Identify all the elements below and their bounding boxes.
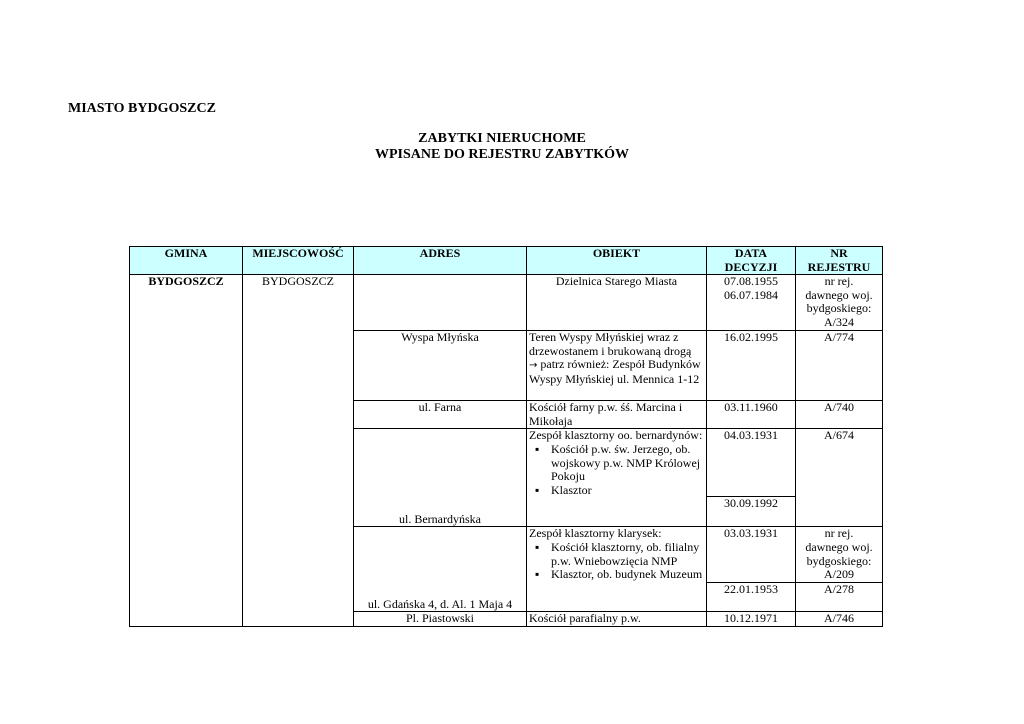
list-item: ▪ Klasztor xyxy=(529,484,704,498)
object-list xyxy=(529,541,704,582)
cell-obiekt: Dzielnica Starego Miasta xyxy=(527,275,707,331)
cell-adres xyxy=(354,275,527,331)
cell-adres: ul. Bernardyńska xyxy=(354,429,527,527)
cell-obiekt: Zespół klasztorny oo. bernardynów: ▪ Kościół p.w. św. Jerzego, ob. wojskowy p.w. NMP Królowej Pokoju ▪ Klasztor xyxy=(527,429,707,527)
title-line-1: ZABYTKI NIERUCHOME xyxy=(418,131,586,146)
page-heading: MIASTO BYDGOSZCZ xyxy=(68,101,216,116)
cell-data: 03.11.1960 xyxy=(707,401,796,429)
header-obiekt: OBIEKT xyxy=(527,247,707,275)
cell-data: 16.02.1995 xyxy=(707,331,796,401)
cell-nr: nr rej. dawnego woj. bydgoskiego: A/209 xyxy=(796,527,883,583)
list-item: ▪ Klasztor, ob. budynek Muzeum xyxy=(529,568,704,582)
cell-obiekt: Kościół parafialny p.w. xyxy=(527,612,707,627)
header-miejscowosc: MIEJSCOWOŚĆ xyxy=(243,247,354,275)
cell-data: 07.08.1955 06.07.1984 xyxy=(707,275,796,331)
cell-nr: A/674 xyxy=(796,429,883,527)
cell-adres: Wyspa Młyńska xyxy=(354,331,527,401)
cell-nr: A/278 xyxy=(796,583,883,612)
cell-adres: Pl. Piastowski xyxy=(354,612,527,627)
cell-nr: A/746 xyxy=(796,612,883,627)
header-adres: ADRES xyxy=(354,247,527,275)
table-header-row xyxy=(130,247,883,275)
cell-nr: A/740 xyxy=(796,401,883,429)
register-table xyxy=(129,246,883,627)
title-line-2: WPISANE DO REJESTRU ZABYTKÓW xyxy=(375,147,629,162)
header-nr-rejestru: NR REJESTRU xyxy=(796,247,883,275)
cell-gmina: BYDGOSZCZ xyxy=(130,275,243,627)
cell-obiekt: Zespół klasztorny klarysek: ▪ Kościół klasztorny, ob. filialny p.w. Wniebowzięcia NMP ▪ Klasztor, ob. budynek Muzeum xyxy=(527,527,707,612)
cell-data: 22.01.1953 xyxy=(707,583,796,612)
cell-obiekt: Kościół farny p.w. śś. Marcina i Mikołaja xyxy=(527,401,707,429)
cell-data: 10.12.1971 xyxy=(707,612,796,627)
cell-miejscowosc: BYDGOSZCZ xyxy=(243,275,354,627)
header-gmina: GMINA xyxy=(130,247,243,275)
list-item: ▪ Kościół klasztorny, ob. filialny p.w. Wniebowzięcia NMP xyxy=(529,541,704,568)
cell-data: 03.03.1931 xyxy=(707,527,796,583)
cell-nr: nr rej. dawnego woj. bydgoskiego: A/324 xyxy=(796,275,883,331)
list-item: ▪ Kościół p.w. św. Jerzego, ob. wojskowy p.w. NMP Królowej Pokoju xyxy=(529,443,704,484)
cell-nr: A/774 xyxy=(796,331,883,401)
cell-adres: ul. Farna xyxy=(354,401,527,429)
cell-data: 30.09.1992 xyxy=(707,497,796,527)
object-list xyxy=(529,443,704,497)
header-data-decyzji: DATA DECYZJI xyxy=(707,247,796,275)
cell-adres: ul. Gdańska 4, d. Al. 1 Maja 4 xyxy=(354,527,527,612)
arrow-right-icon: → xyxy=(529,360,538,372)
cell-data: 04.03.1931 xyxy=(707,429,796,497)
document-title xyxy=(0,131,1004,163)
table-row xyxy=(130,275,883,331)
cell-obiekt: Teren Wyspy Młyńskiej wraz z drzewostanem i brukowaną drogą → patrz również: Zespół Budynków Wyspy Młyńskiej ul. Mennica 1-12 xyxy=(527,331,707,401)
